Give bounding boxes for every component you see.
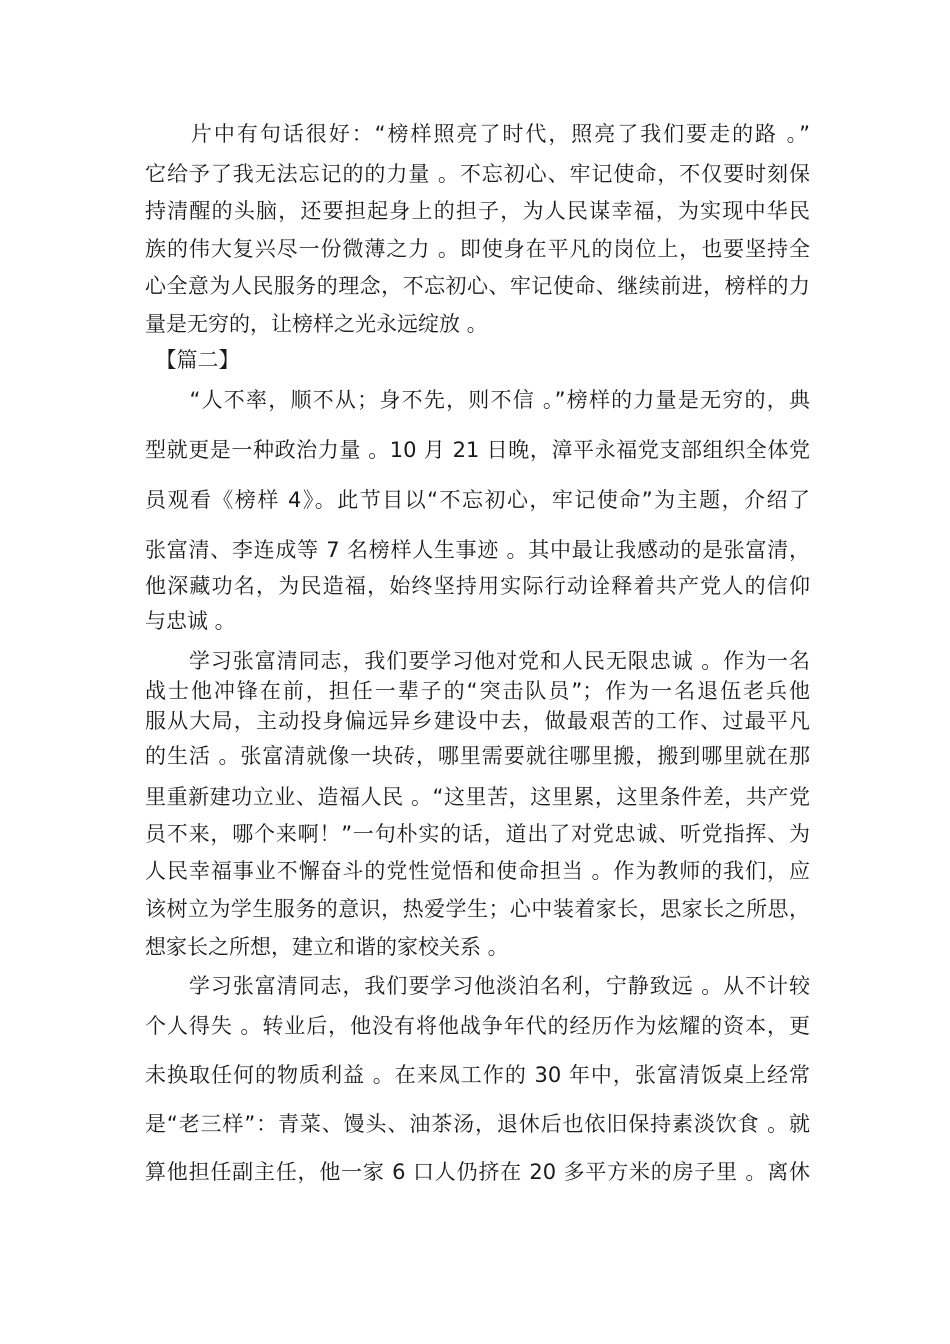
text-line: “人不率，顺不从；身不先，则不信 。”榜样的力量是无穷的，典 xyxy=(145,388,810,412)
text-line: 学习张富清同志，我们要学习他对党和人民无限忠诚 。作为一名 xyxy=(145,649,810,673)
text-line: 心全意为人民服务的理念，不忘初心、牢记使命、继续前进，榜样的力 xyxy=(145,274,810,298)
text-line: 员不来，哪个来啊！”一句朴实的话，道出了对党忠诚、听党指挥、为 xyxy=(145,822,810,846)
text-line: 该树立为学生服务的意识，热爱学生；心中装着家长，思家长之所思， xyxy=(145,897,810,921)
text-line: 是“老三样”：青菜、馒头、油茶汤，退休后也依旧保持素淡饮食 。就 xyxy=(145,1112,810,1136)
text-line: 想家长之所想，建立和谐的家校关系 。 xyxy=(145,935,509,959)
text-line: 人民幸福事业不懈奋斗的党性觉悟和使命担当 。作为教师的我们，应 xyxy=(145,859,810,883)
text-line: 个人得失 。转业后，他没有将他战争年代的经历作为炫耀的资本，更 xyxy=(145,1014,810,1038)
text-line: 未换取任何的物质利益 。在来凤工作的 30 年中，张富清饭桌上经常 xyxy=(145,1063,810,1087)
text-line: 张富清、李连成等 7 名榜样人生事迹 。其中最让我感动的是张富清， xyxy=(145,538,810,562)
text-line: 他深藏功名，为民造福，始终坚持用实际行动诠释着共产党人的信仰 xyxy=(145,574,810,598)
text-line: 型就更是一种政治力量 。10 月 21 日晚，漳平永福党支部组织全体党 xyxy=(145,438,810,462)
text-line: 与忠诚 。 xyxy=(145,609,236,633)
text-line: 片中有句话很好：“榜样照亮了时代，照亮了我们要走的路 。” xyxy=(145,122,810,146)
text-line: 持清醒的头脑，还要担起身上的担子，为人民谋幸福，为实现中华民 xyxy=(145,199,810,223)
text-line: 服从大局，主动投身偏远异乡建设中去，做最艰苦的工作、过最平凡 xyxy=(145,709,810,733)
text-line: 里重新建功立业、造福人民 。“这里苦，这里累，这里条件差，共产党 xyxy=(145,785,810,809)
text-line: 族的伟大复兴尽一份微薄之力 。即使身在平凡的岗位上，也要坚持全 xyxy=(145,237,810,261)
text-line: 它给予了我无法忘记的的力量 。不忘初心、牢记使命，不仅要时刻保 xyxy=(145,162,810,186)
text-line: 的生活 。张富清就像一块砖，哪里需要就往哪里搬，搬到哪里就在那 xyxy=(145,744,810,768)
text-line: 算他担任副主任，他一家 6 口人仍挤在 20 多平方米的房子里 。离休 xyxy=(145,1160,810,1184)
text-line: 员观看《榜样 4》。此节目以“不忘初心，牢记使命”为主题，介绍了 xyxy=(145,488,810,512)
text-line: 学习张富清同志，我们要学习他淡泊名利，宁静致远 。从不计较 xyxy=(145,974,810,998)
section-heading: 【篇二】 xyxy=(145,348,240,372)
text-line: 量是无穷的，让榜样之光永远绽放 。 xyxy=(145,312,488,336)
text-line: 战士他冲锋在前，担任一辈子的“突击队员”；作为一名退伍老兵他 xyxy=(145,679,810,703)
